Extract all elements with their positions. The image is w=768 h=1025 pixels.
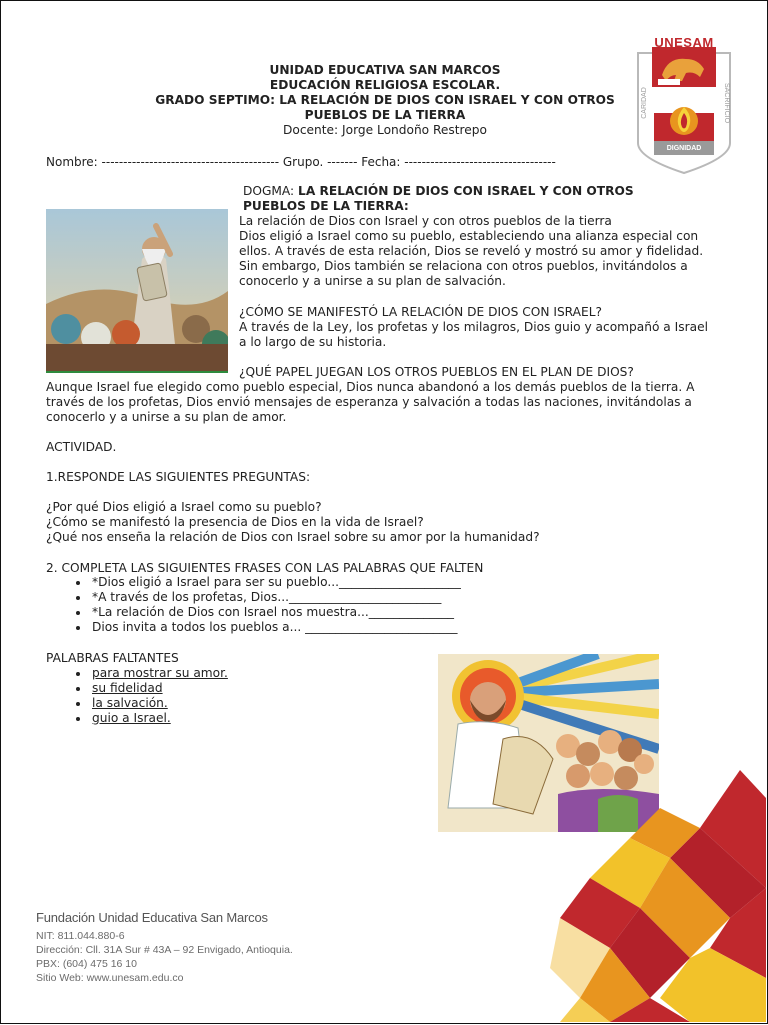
logo-name: UNESAM bbox=[654, 35, 714, 50]
decorative-corner-pattern bbox=[540, 768, 766, 1022]
dogma-title-line1: LA RELACIÓN DE DIOS CON ISRAEL Y CON OTROS bbox=[298, 184, 634, 198]
footer-web: Sitio Web: www.unesam.edu.co bbox=[36, 972, 184, 984]
questions-list bbox=[46, 500, 540, 545]
footer-pbx: PBX: (604) 475 16 10 bbox=[36, 958, 137, 970]
missing-word: para mostrar su amor. bbox=[92, 666, 228, 680]
logo-bottom-word: DIGNIDAD bbox=[666, 145, 702, 152]
grade-title-line1: GRADO SEPTIMO: LA RELACIÓN DE DIOS CON ISRAEL Y CON OTROS bbox=[155, 93, 615, 107]
phrase-item: • Dios invita a todos los pueblos a... _________________________ bbox=[90, 620, 566, 635]
footer-org: Fundación Unidad Educativa San Marcos bbox=[36, 910, 268, 925]
question-item: ¿Cómo se manifestó la presencia de Dios en la vida de Israel? bbox=[46, 515, 424, 529]
school-name: UNIDAD EDUCATIVA SAN MARCOS bbox=[269, 63, 501, 77]
section-2-title: 2. COMPLETA LAS SIGUIENTES FRASES CON LAS PALABRAS QUE FALTEN bbox=[46, 561, 484, 575]
section-1-title: 1.RESPONDE LAS SIGUIENTES PREGUNTAS: bbox=[46, 470, 311, 484]
phrases-list bbox=[46, 575, 566, 635]
missing-words-title: PALABRAS FALTANTES bbox=[46, 651, 179, 665]
phrase-item: • *Dios eligió a Israel para ser su pueblo...____________________ bbox=[90, 575, 566, 590]
dogma-heading bbox=[243, 184, 634, 214]
missing-word: guio a Israel. bbox=[92, 711, 171, 725]
missing-word: la salvación. bbox=[92, 696, 168, 710]
answer-1-line: A través de la Ley, los profetas y los milagros, Dios guio y acompañó a Israel bbox=[239, 320, 708, 334]
dogma-intro bbox=[239, 214, 703, 289]
intro-line: ellos. A través de esta relación, Dios se reveló y mostró su amor y fidelidad. bbox=[239, 244, 704, 258]
teacher-name: Docente: Jorge Londoño Restrepo bbox=[283, 123, 487, 137]
moses-illustration bbox=[46, 209, 228, 373]
intro-line: conocerlo y a unirse a su plan de salvación. bbox=[239, 274, 506, 288]
answer-2-line: conocerlo y a unirse a su plan de amor. bbox=[46, 410, 287, 424]
answer-2 bbox=[46, 380, 694, 425]
document-header bbox=[130, 63, 640, 138]
answer-2-line: través de los profetas, Dios envió mensajes de esperanza y salvación a todas las naciones, invitándolas a bbox=[46, 395, 692, 409]
student-info-line: Nombre: ----------------------------------------- Grupo. ------- Fecha: ----------------------------------- bbox=[46, 155, 556, 169]
question-1-block bbox=[239, 305, 708, 350]
intro-line: Sin embargo, Dios también se relaciona con otros pueblos, invitándolos a bbox=[239, 259, 688, 273]
question-1: ¿CÓMO SE MANIFESTÓ LA RELACIÓN DE DIOS CON ISRAEL? bbox=[239, 305, 602, 319]
footer-nit: NIT: 811.044.880-6 bbox=[36, 930, 125, 942]
question-2: ¿QUÉ PAPEL JUEGAN LOS OTROS PUEBLOS EN EL PLAN DE DIOS? bbox=[239, 365, 634, 379]
missing-words-list bbox=[46, 666, 346, 726]
answer-2-line: Aunque Israel fue elegido como pueblo especial, Dios nunca abandonó a los demás pueblos de la tierra. A bbox=[46, 380, 695, 394]
footer bbox=[36, 910, 293, 985]
logo-right-word: SACRIFICIO bbox=[723, 82, 730, 124]
activity-title: ACTIVIDAD. bbox=[46, 440, 117, 454]
phrase-item: • *A través de los profetas, Dios..._________________________ bbox=[90, 590, 566, 605]
intro-line: Dios eligió a Israel como su pueblo, estableciendo una alianza especial con bbox=[239, 229, 699, 243]
question-item: ¿Por qué Dios eligió a Israel como su pueblo? bbox=[46, 500, 322, 514]
unesam-logo bbox=[634, 33, 734, 178]
dogma-title-line2: PUEBLOS DE LA TIERRA: bbox=[243, 199, 409, 213]
grade-title-line2: PUEBLOS DE LA TIERRA bbox=[304, 108, 466, 122]
answer-1-line: a lo largo de su historia. bbox=[239, 335, 387, 349]
dogma-label: DOGMA: bbox=[243, 184, 295, 198]
logo-left-word: CARIDAD bbox=[641, 87, 648, 119]
subject-title: EDUCACIÓN RELIGIOSA ESCOLAR. bbox=[269, 78, 501, 92]
phrase-item: • *La relación de Dios con Israel nos muestra...______________ bbox=[90, 605, 566, 620]
question-item: ¿Qué nos enseña la relación de Dios con Israel sobre su amor por la humanidad? bbox=[46, 530, 540, 544]
footer-address: Dirección: Cll. 31A Sur # 43A – 92 Envigado, Antioquia. bbox=[36, 944, 293, 956]
intro-line: La relación de Dios con Israel y con otros pueblos de la tierra bbox=[239, 214, 612, 228]
missing-word: su fidelidad bbox=[92, 681, 163, 695]
